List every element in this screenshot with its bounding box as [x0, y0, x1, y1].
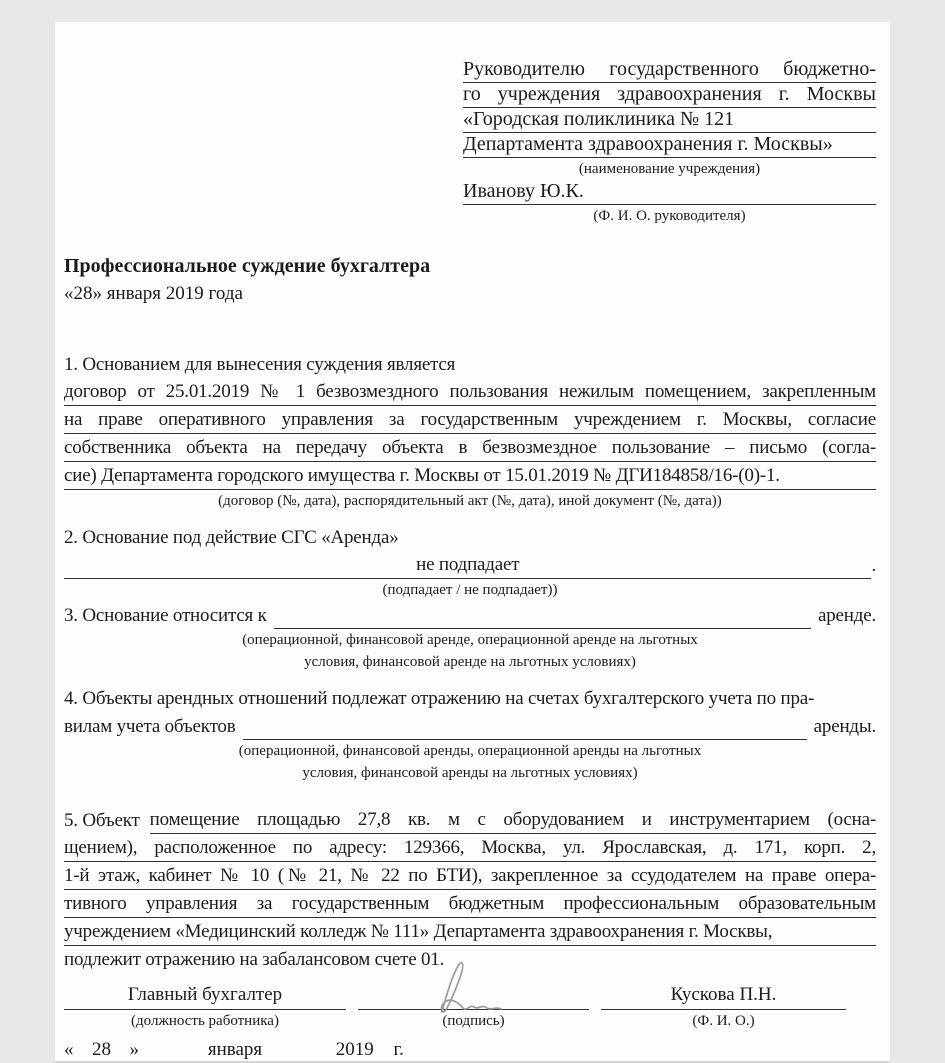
section-1-filled-line: собственника объекта на передачу объекта в безвозмездное пользование – письмо (согла- — [64, 434, 876, 462]
section-5-last-line: подлежит отражению на забалансовом счете 01. — [64, 949, 445, 970]
head-name: Иванову Ю.К. — [463, 180, 876, 205]
section-5-filled-line: тивного управления за государственным бюджетным профессиональным образовательным — [64, 890, 876, 918]
section-1-filled-line: договор от 25.01.2019 № 1 безвозмездного пользования нежилым помещением, закрепленным — [64, 378, 876, 406]
section-1-label: 1. Основанием для вынесения суждения является — [64, 354, 456, 375]
signature-position-column — [64, 981, 346, 1032]
month-value: января — [139, 1037, 331, 1063]
position-caption: (должность работника) — [131, 1013, 279, 1029]
addressee-line: Департамента здравоохранения г. Москвы» — [463, 133, 876, 158]
section-4-tail: аренды. — [813, 716, 876, 737]
section-5-label: 5. Объект — [64, 810, 140, 831]
section-1-caption: (договор (№, дата), распорядительный акт (№, дата), иной документ (№, дата)) — [218, 493, 722, 509]
section-4-caption: условия, финансовой аренды на льготных условиях) — [302, 765, 638, 781]
signature-row — [64, 981, 876, 1032]
signature-fio-column — [601, 981, 846, 1032]
section-3-tail: аренде. — [818, 605, 876, 626]
document-page — [55, 22, 890, 1063]
fio-value: Кускова П.Н. — [601, 981, 846, 1010]
year-label: г. — [393, 1039, 404, 1060]
section-3-blank-line — [274, 601, 811, 629]
addressee-line: Руководителю государственного бюджетно- — [463, 58, 876, 83]
section-4-blank-line — [243, 712, 807, 740]
addressee-line: го учреждения здравоохранения г. Москвы — [463, 83, 876, 108]
signature-line — [358, 981, 589, 1010]
document-title: Профессиональное суждение бухгалтера — [64, 255, 431, 277]
section-4 — [64, 685, 876, 784]
section-5-filled-line: щением), расположенное по адресу: 129366, Москва, ул. Ярославская, д. 171, корп. 2, — [64, 834, 876, 862]
section-2-period: . — [871, 555, 876, 576]
section-3-caption: условия, финансовой аренде на льготных условиях) — [304, 654, 636, 670]
section-2 — [64, 524, 876, 601]
sign-caption: (подпись) — [442, 1013, 505, 1029]
section-5-filled-line: учреждением «Медицинский колледж № 111» Департамента здравоохранения г. Москвы, — [64, 918, 876, 946]
year-prefix: 20 — [335, 1039, 355, 1060]
document-date: «28» января 2019 года — [64, 283, 243, 304]
section-5 — [64, 806, 876, 973]
open-quote: « — [64, 1039, 74, 1060]
day-value: 28 — [74, 1037, 130, 1063]
section-3 — [64, 601, 876, 673]
position-value: Главный бухгалтер — [64, 981, 346, 1010]
section-2-filled-value: не подпадает — [64, 551, 871, 579]
section-1 — [64, 351, 876, 512]
addressee-block — [463, 58, 876, 227]
section-3-label: 3. Основание относится к — [64, 605, 267, 626]
section-1-filled-line: сие) Департамента городского имущества г. Москвы от 15.01.2019 № ДГИ184858/16-(0)-1. — [64, 462, 876, 490]
section-4-label: вилам учета объектов — [64, 716, 236, 737]
institution-caption: (наименование учреждения) — [578, 161, 761, 177]
section-2-caption: (подпадает / не подпадает)) — [382, 582, 558, 598]
close-quote: » — [129, 1039, 139, 1060]
year-suffix: 19 — [355, 1037, 389, 1063]
section-3-caption: (операционной, финансовой аренде, операционной аренде на льготных — [242, 632, 698, 648]
head-name-caption: (Ф. И. О. руководителя) — [593, 208, 746, 224]
section-5-filled-line: 1-й этаж, кабинет № 10 (№ 21, № 22 по БТИ), закрепленное за ссудодателем на праве опера- — [64, 862, 876, 890]
addressee-line: «Городская поликлиника № 121 — [463, 108, 876, 133]
signature-sign-column — [358, 981, 589, 1032]
section-2-label: 2. Основание под действие СГС «Аренда» — [64, 527, 399, 548]
handwritten-signature-icon — [408, 954, 528, 1016]
footer-date — [64, 1036, 876, 1063]
fio-caption: (Ф. И. О.) — [692, 1013, 755, 1029]
section-1-filled-line: на праве оперативного управления за государственным учреждением г. Москвы, согласие — [64, 406, 876, 434]
section-4-caption: (операционной, финансовой аренды, операционной аренды на льготных — [238, 743, 702, 759]
section-4-line: 4. Объекты арендных отношений подлежат отражению на счетах бухгалтерского учета по пра- — [64, 688, 815, 709]
section-5-filled-line: помещение площадью 27,8 кв. м с оборудованием и инструментарием (осна- — [150, 806, 876, 834]
